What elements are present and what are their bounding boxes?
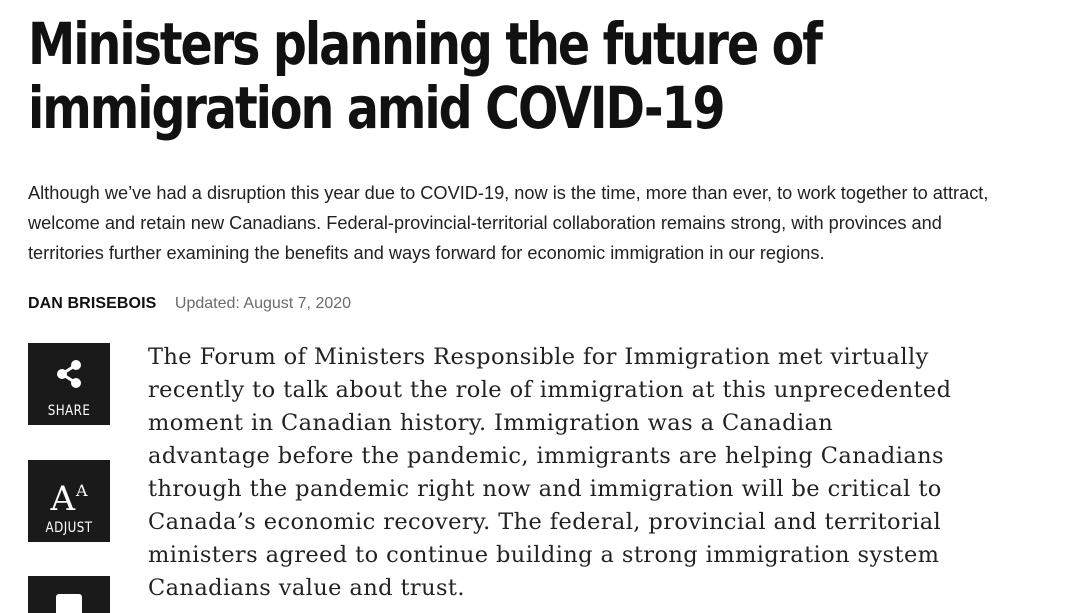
share-icon <box>28 359 110 389</box>
share-button[interactable] <box>28 343 110 425</box>
adjust-glyph-small: A <box>76 481 88 500</box>
updated-date: August 7, 2020 <box>243 295 352 312</box>
headline-line: immigration amid COVID-19 <box>28 74 724 142</box>
body-line: advantage before the pandemic, immigrants are helping Canadians <box>148 443 944 469</box>
bookmark-button[interactable] <box>28 576 110 613</box>
deck-line: Although we’ve had a disruption this year due to COVID-19, now is the time, more than ever, to work together to attract, <box>28 183 989 203</box>
bookmark-icon <box>56 594 82 613</box>
body-line: ministers agreed to continue building a strong immigration system <box>148 542 940 568</box>
adjust-glyph-large: A <box>50 479 75 519</box>
byline <box>28 292 351 316</box>
author-link[interactable]: DAN BRISEBOIS <box>28 295 157 312</box>
headline-line: Ministers planning the future of <box>28 10 821 78</box>
body-line: moment in Canadian history. Immigration was a Canadian <box>148 410 834 436</box>
body-line: Canadians value and trust. <box>148 575 465 601</box>
adjust-label: ADJUST <box>45 520 93 536</box>
share-label: SHARE <box>47 403 91 419</box>
body-line: recently to talk about the role of immigration at this unprecedented <box>148 377 952 403</box>
article-body-paragraph <box>148 341 1073 605</box>
body-line: through the pandemic right now and immigration will be critical to <box>148 476 942 502</box>
text-size-icon <box>28 474 110 519</box>
deck-line: territories further examining the benefits and ways forward for economic immigration in our regions. <box>28 243 825 263</box>
updated-label: Updated: <box>174 295 240 312</box>
deck-line: welcome and retain new Canadians. Federal-provincial-territorial collaboration remains strong, with provinces and <box>28 213 942 233</box>
body-line: The Forum of Ministers Responsible for Immigration met virtually <box>148 344 929 370</box>
article-deck <box>28 178 1078 268</box>
article-headline <box>28 12 881 140</box>
adjust-text-button[interactable] <box>28 460 110 542</box>
body-line: Canada’s economic recovery. The federal, provincial and territorial <box>148 509 942 535</box>
